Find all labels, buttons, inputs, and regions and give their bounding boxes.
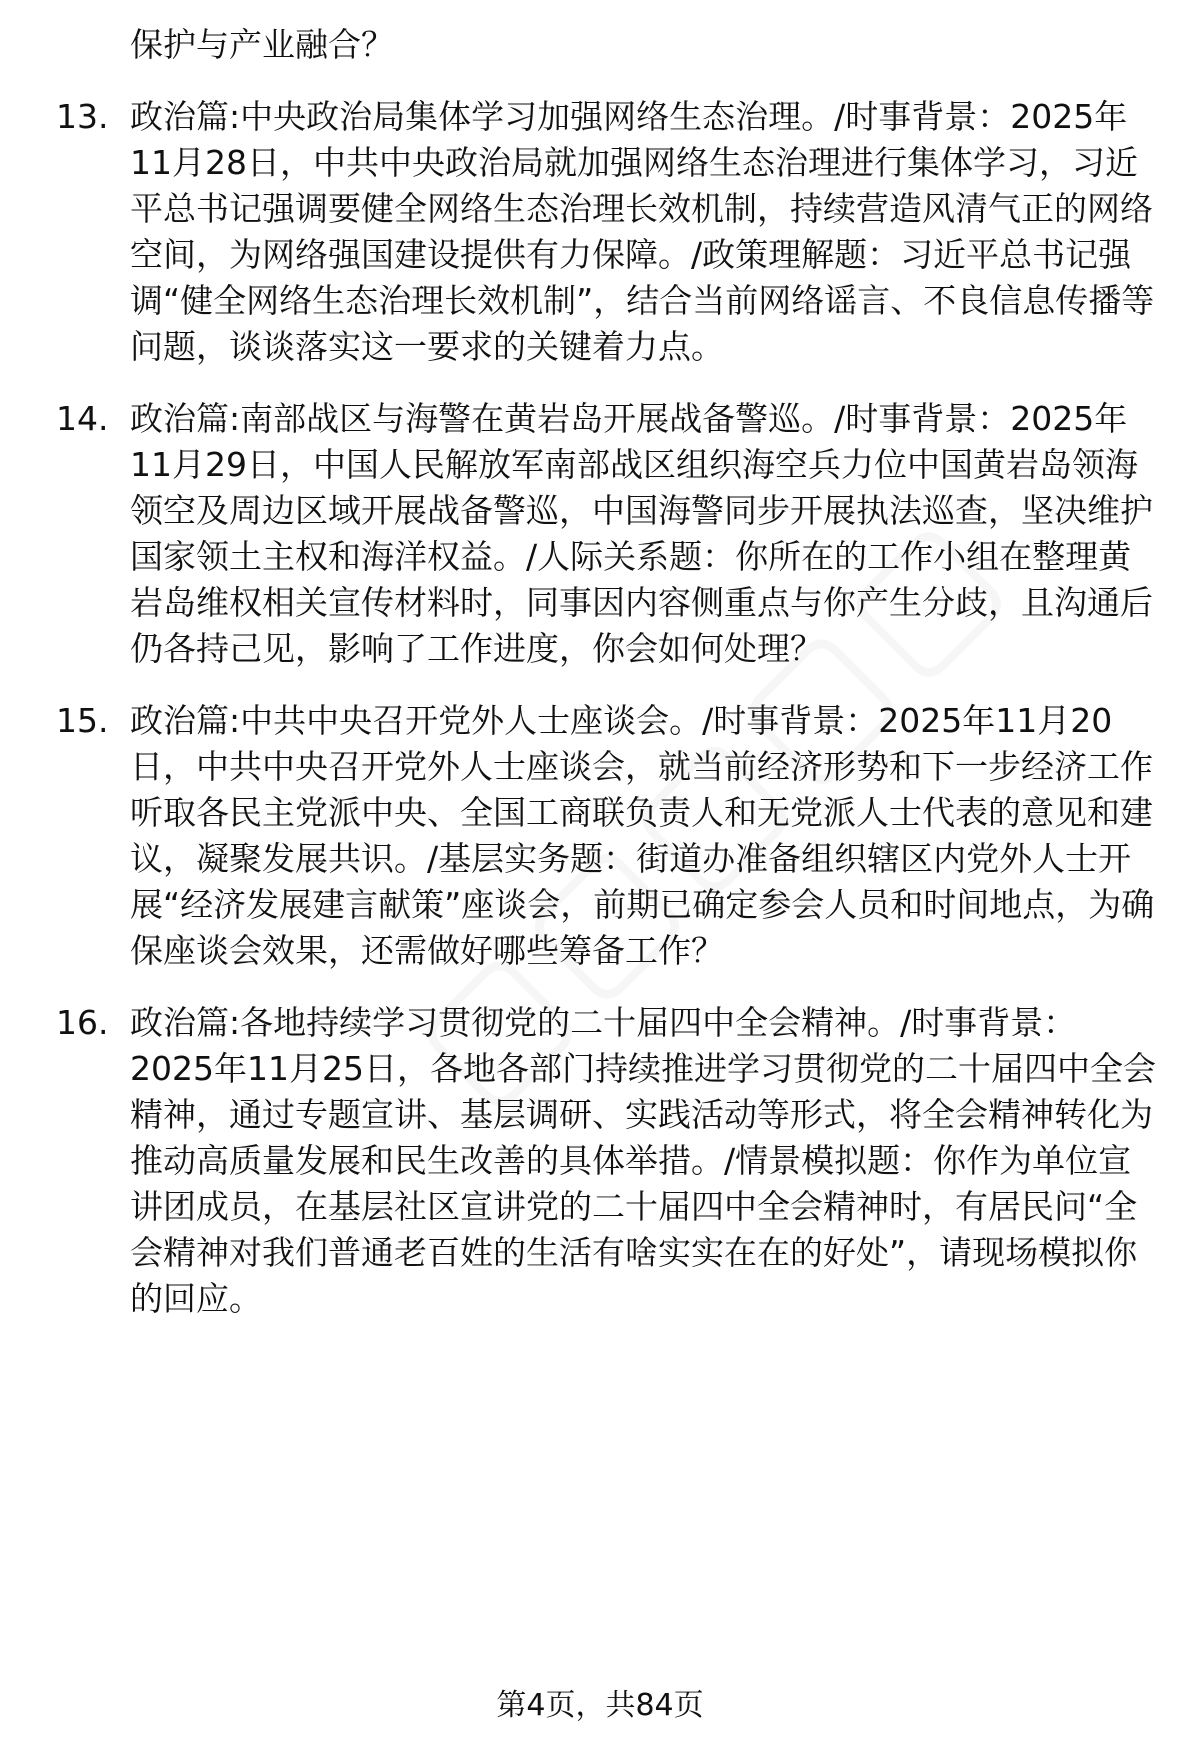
question-number: 14. [56,399,109,438]
question-text: 政治篇:各地持续学习贯彻党的二十届四中全会精神。/时事背景：2025年11月25日，各地各部门持续推进学习贯彻党的二十届四中全会精神，通过专题宣讲、基层调研、实践活动等形式，将全会精神转化为推动高质量发展和民生改善的具体举措。/情景模拟题：你作为单位宣讲团成员，在基层社区宣讲党的二十届四中全会精神时，有居民问“全会精神对我们普通老百姓的生活有啥实实在在的好处”，请现场模拟你的回应。 [130,1003,1156,1318]
question-item-13 [56,94,1156,370]
question-text: 政治篇:中共中央召开党外人士座谈会。/时事背景：2025年11月20日，中共中央召开党外人士座谈会，就当前经济形势和下一步经济工作听取各民主党派中央、全国工商联负责人和无党派人士代表的意见和建议，凝聚发展共识。/基层实务题：街道办准备组织辖区内党外人士开展“经济发展建言献策”座谈会，前期已确定参会人员和时间地点，为确保座谈会效果，还需做好哪些筹备工作？ [130,701,1155,970]
question-text: 政治篇:中央政治局集体学习加强网络生态治理。/时事背景：2025年11月28日，中共中央政治局就加强网络生态治理进行集体学习，习近平总书记强调要健全网络生态治理长效机制，持续营造风清气正的网络空间，为网络强国建设提供有力保障。/政策理解题：习近平总书记强调“健全网络生态治理长效机制”，结合当前网络谣言、不良信息传播等问题，谈谈落实这一要求的关键着力点。 [130,97,1155,366]
question-list [56,22,1156,1322]
question-number: 16. [56,1003,109,1042]
question-number: 15. [56,701,109,740]
question-number: 13. [56,97,109,136]
question-item-16 [56,1000,1156,1322]
question-text: 政治篇:南部战区与海警在黄岩岛开展战备警巡。/时事背景：2025年11月29日，中国人民解放军南部战区组织海空兵力位中国黄岩岛领海领空及周边区域开展战备警巡，中国海警同步开展执法巡查，坚决维护国家领土主权和海洋权益。/人际关系题：你所在的工作小组在整理黄岩岛维权相关宣传材料时，同事因内容侧重点与你产生分歧，且沟通后仍各持己见，影响了工作进度，你会如何处理？ [130,399,1153,668]
question-item-15 [56,698,1156,974]
continuation-text: 保护与产业融合？ [130,25,394,64]
page-footer: 第4页，共84页 [496,1688,704,1723]
question-item-14 [56,396,1156,672]
